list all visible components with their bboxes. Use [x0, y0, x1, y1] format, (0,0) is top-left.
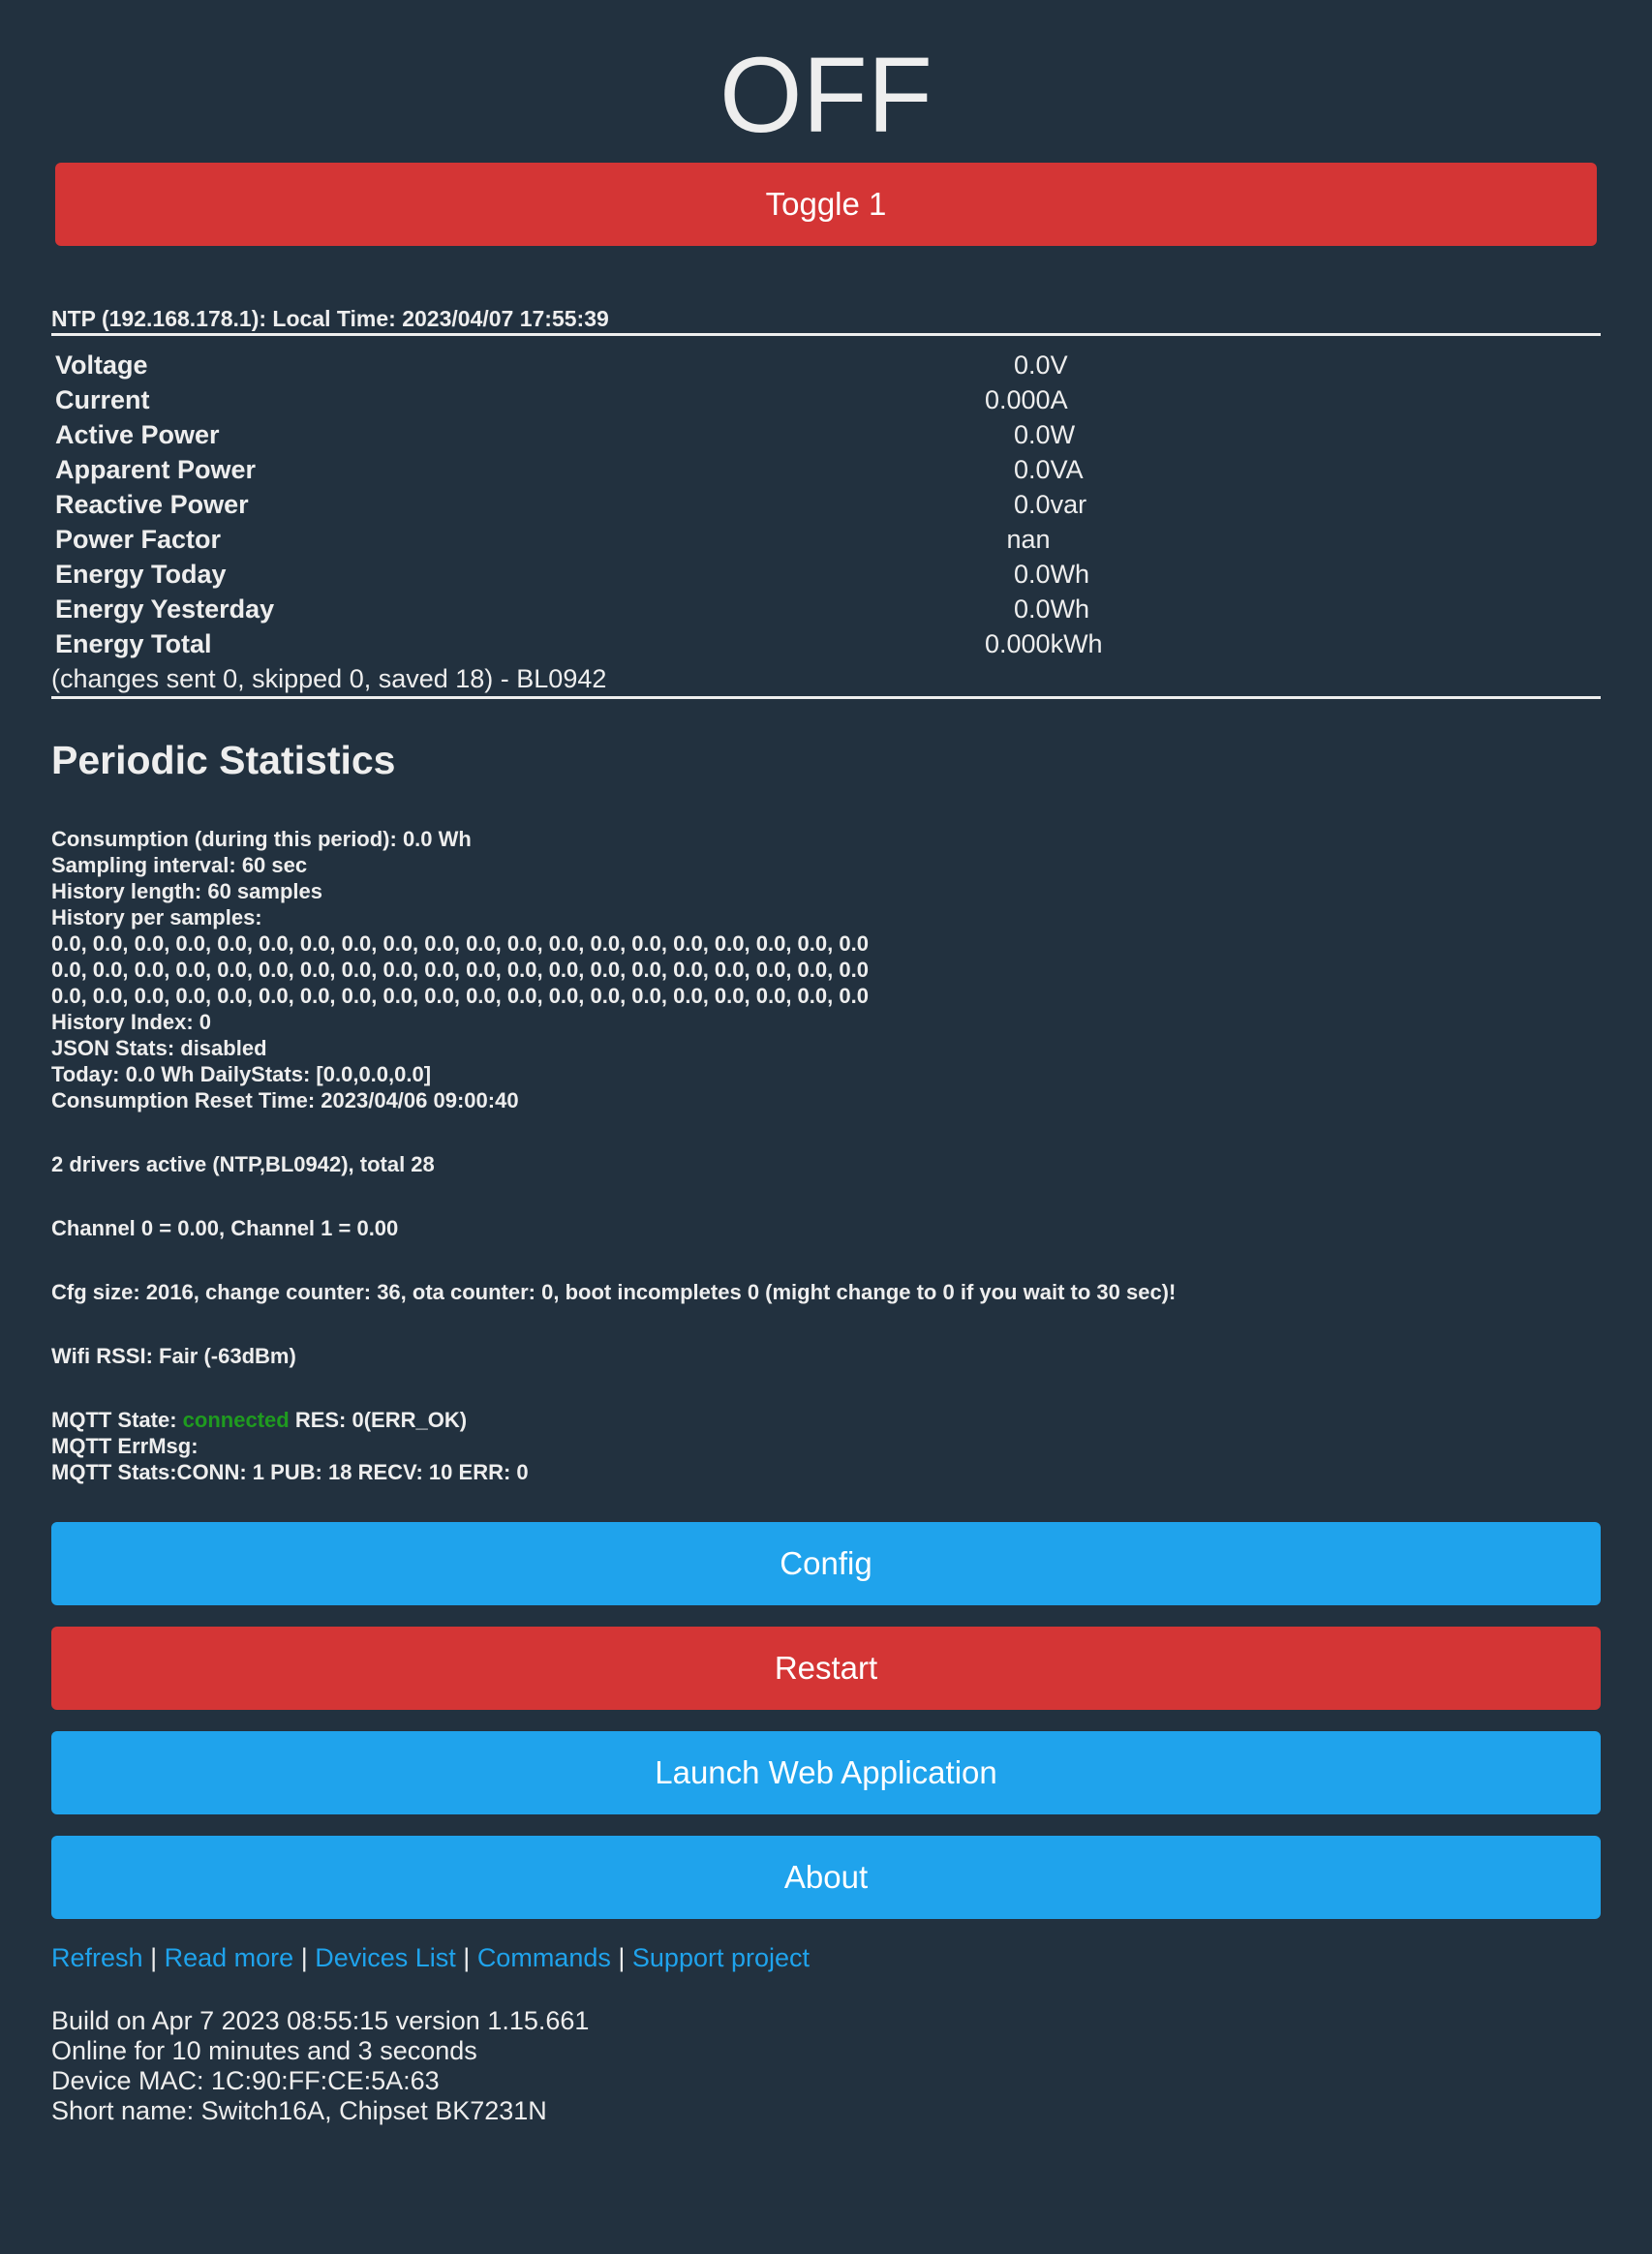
energy-row: [55, 348, 1128, 382]
periodic-stat-line: 0.0, 0.0, 0.0, 0.0, 0.0, 0.0, 0.0, 0.0, 0.0, 0.0, 0.0, 0.0, 0.0, 0.0, 0.0, 0.0, 0.0, 0.0, 0.0, 0.0: [51, 984, 869, 1008]
divider-bottom: [51, 696, 1601, 699]
energy-row-label: Voltage: [55, 350, 148, 380]
link-separator: |: [150, 1943, 158, 1972]
restart-button[interactable]: Restart: [51, 1627, 1601, 1710]
page-container: [51, 0, 1601, 2126]
config-button[interactable]: Config: [51, 1522, 1601, 1605]
energy-row-unit: [1051, 522, 1128, 557]
energy-row-label: Energy Total: [55, 629, 212, 658]
divider-top: [51, 333, 1601, 336]
energy-row-label: Reactive Power: [55, 490, 249, 519]
support-project-link[interactable]: Support project: [631, 1943, 811, 1972]
footer-links: [51, 1940, 1601, 1975]
energy-row: [55, 417, 1128, 452]
mqtt-errmsg: MQTT ErrMsg:: [51, 1434, 199, 1458]
energy-row: [55, 382, 1128, 417]
energy-row-value: 0.0: [1014, 350, 1051, 380]
energy-row-unit: W: [1050, 420, 1076, 449]
energy-row-unit: kWh: [1050, 629, 1103, 658]
mqtt-res: RES: 0(ERR_OK): [289, 1408, 468, 1432]
energy-row-value: 0.0: [1014, 560, 1051, 589]
read-more-link[interactable]: Read more: [164, 1943, 294, 1972]
energy-row-label: Apparent Power: [55, 455, 257, 484]
energy-row-unit: var: [1050, 490, 1087, 519]
energy-row-label: Power Factor: [55, 525, 222, 554]
periodic-stat-line: History Index: 0: [51, 1010, 212, 1034]
toggle-1-button[interactable]: Toggle 1: [55, 163, 1597, 246]
cfg-status: Cfg size: 2016, change counter: 36, ota counter: 0, boot incompletes 0 (might change to 0 if you wait to 30 sec)!: [51, 1280, 1177, 1304]
periodic-stat-line: Today: 0.0 Wh DailyStats: [0.0,0.0,0.0]: [51, 1062, 432, 1086]
energy-row-value: nan: [1006, 525, 1051, 554]
energy-row: [55, 452, 1128, 487]
energy-row-unit: Wh: [1050, 560, 1090, 589]
mqtt-state-line: [51, 1407, 1601, 1433]
energy-row: [55, 557, 1128, 592]
launch-web-app-button[interactable]: Launch Web Application: [51, 1731, 1601, 1814]
energy-row-value: 0.000: [985, 385, 1051, 414]
refresh-link[interactable]: Refresh: [51, 1943, 143, 1972]
energy-row-label: Current: [55, 385, 150, 414]
mqtt-status-block: [51, 1407, 1601, 1485]
periodic-statistics-block: [51, 826, 1601, 1113]
energy-row: [55, 626, 1128, 661]
wifi-rssi-status: Wifi RSSI: Fair (-63dBm): [51, 1344, 296, 1368]
energy-row-value: 0.0: [1014, 420, 1051, 449]
energy-row-value: 0.0: [1014, 594, 1051, 624]
energy-row: [55, 487, 1128, 522]
link-separator: |: [463, 1943, 471, 1972]
build-info: Build on Apr 7 2023 08:55:15 version 1.15.661: [51, 2006, 590, 2035]
energy-row-label: Energy Today: [55, 560, 227, 589]
periodic-stat-line: Consumption (during this period): 0.0 Wh: [51, 827, 472, 851]
energy-row-unit: A: [1050, 385, 1068, 414]
energy-row: [55, 522, 1128, 557]
devices-list-link[interactable]: Devices List: [315, 1943, 456, 1972]
device-info: [51, 2006, 1601, 2126]
main-buttons: [51, 1522, 1601, 1919]
periodic-stat-line: JSON Stats: disabled: [51, 1036, 267, 1060]
energy-row-value: 0.0: [1014, 455, 1051, 484]
relay-state-display: OFF: [719, 36, 933, 155]
periodic-stat-line: History per samples:: [51, 905, 262, 929]
energy-changes-summary: (changes sent 0, skipped 0, saved 18) - BL0942: [51, 664, 607, 693]
short-name: Short name: Switch16A, Chipset BK7231N: [51, 2096, 547, 2125]
energy-row-unit: Wh: [1050, 594, 1090, 624]
channels-status: Channel 0 = 0.00, Channel 1 = 0.00: [51, 1216, 399, 1240]
periodic-stat-line: 0.0, 0.0, 0.0, 0.0, 0.0, 0.0, 0.0, 0.0, 0.0, 0.0, 0.0, 0.0, 0.0, 0.0, 0.0, 0.0, 0.0, 0.0, 0.0, 0.0: [51, 931, 869, 956]
energy-table: [55, 348, 1128, 661]
periodic-stat-line: 0.0, 0.0, 0.0, 0.0, 0.0, 0.0, 0.0, 0.0, 0.0, 0.0, 0.0, 0.0, 0.0, 0.0, 0.0, 0.0, 0.0, 0.0, 0.0, 0.0: [51, 958, 869, 982]
link-separator: |: [618, 1943, 626, 1972]
periodic-stat-line: History length: 60 samples: [51, 879, 322, 903]
periodic-stat-line: Sampling interval: 60 sec: [51, 853, 308, 877]
drivers-status: 2 drivers active (NTP,BL0942), total 28: [51, 1152, 435, 1176]
device-mac: Device MAC: 1C:90:FF:CE:5A:63: [51, 2066, 440, 2095]
ntp-local-time: NTP (192.168.178.1): Local Time: 2023/04/07 17:55:39: [51, 306, 609, 331]
about-button[interactable]: About: [51, 1836, 1601, 1919]
periodic-statistics-heading: Periodic Statistics: [51, 738, 396, 782]
mqtt-state-value: connected: [182, 1408, 290, 1432]
energy-row-unit: V: [1050, 350, 1068, 380]
energy-row-label: Energy Yesterday: [55, 594, 275, 624]
energy-row-label: Active Power: [55, 420, 220, 449]
energy-row: [55, 592, 1128, 626]
energy-row-value: 0.0: [1014, 490, 1051, 519]
mqtt-stats: MQTT Stats:CONN: 1 PUB: 18 RECV: 10 ERR: 0: [51, 1460, 529, 1484]
commands-link[interactable]: Commands: [476, 1943, 611, 1972]
link-separator: |: [300, 1943, 308, 1972]
mqtt-state-label: MQTT State:: [51, 1408, 183, 1432]
energy-table-body: [55, 348, 1128, 661]
online-time: Online for 10 minutes and 3 seconds: [51, 2036, 477, 2065]
energy-row-unit: VA: [1050, 455, 1084, 484]
energy-row-value: 0.000: [985, 629, 1051, 658]
periodic-stat-line: Consumption Reset Time: 2023/04/06 09:00:40: [51, 1088, 519, 1112]
